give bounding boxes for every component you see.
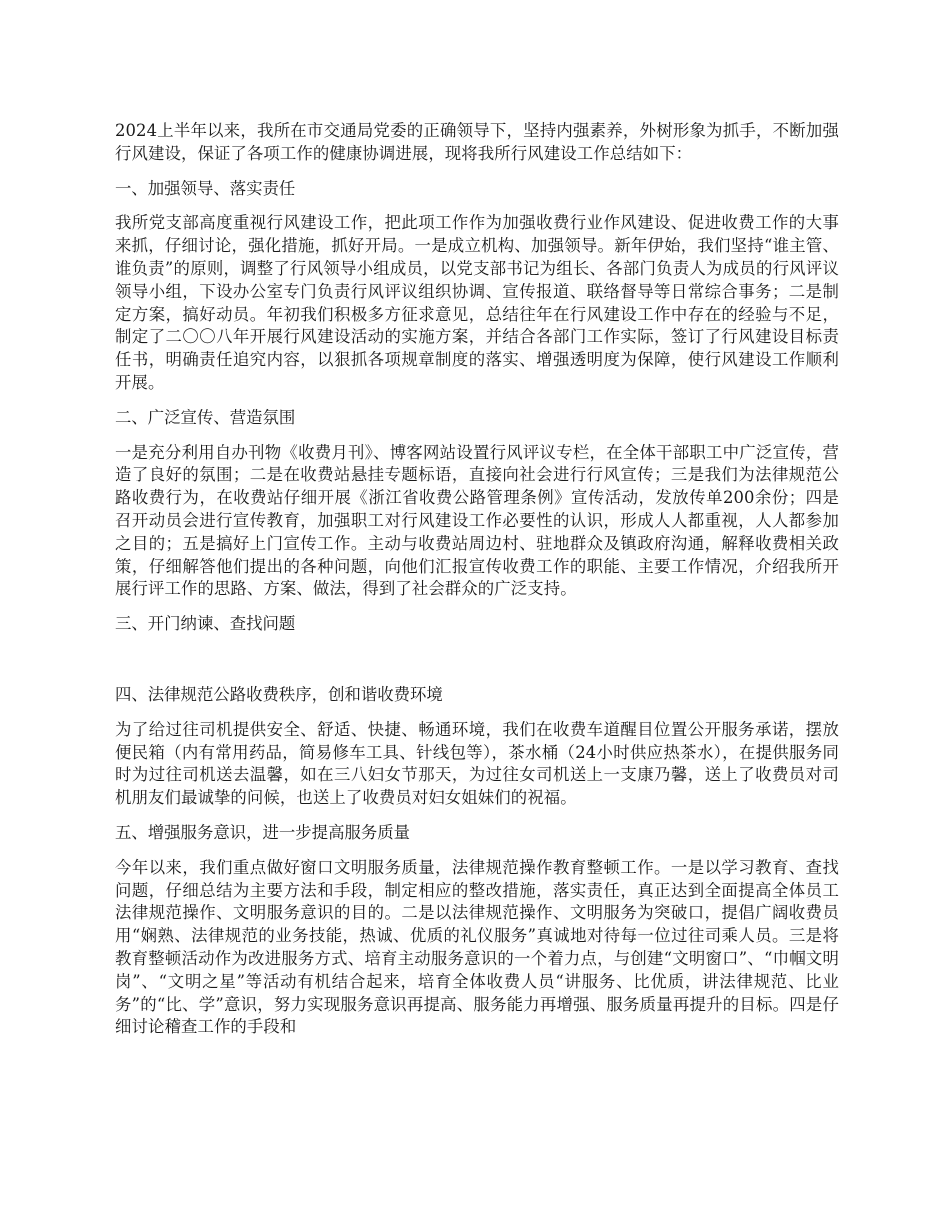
section-4-heading: 四、法律规范公路收费秩序，创和谐收费环境 bbox=[115, 684, 443, 704]
section-3-heading: 三、开门纳谏、查找问题 bbox=[115, 614, 296, 634]
intro-paragraph: 2024上半年以来，我所在市交通局党委的正确领导下，坚持内强素养，外树形象为抓手，不断加强行风建设，保证了各项工作的健康协调进展，现将我所行风建设工作总结如下： bbox=[115, 121, 839, 163]
section-5-heading: 五、增强服务意识，进一步提高服务质量 bbox=[115, 822, 411, 842]
document-page bbox=[115, 120, 839, 1051]
section-1-body: 我所党支部高度重视行风建设工作，把此项工作作为加强收费行业作风建设、促进收费工作的大事来抓，仔细讨论，强化措施，抓好开局。一是成立机构、加强领导。新年伊始，我们坚持“谁主管、谁负责”的原则，调整了行风领导小组成员，以党支部书记为组长、各部门负责人为成员的行风评议领导小组，下设办公室专门负责行风评议组织协调、宣传报道、联络督导等日常综合事务；二是制定方案，搞好动员。年初我们积极多方征求意见，总结往年在行风建设工作中存在的经验与不足，制定了二〇〇八年开展行风建设活动的实施方案，并结合各部门工作实际，签订了行风建设目标责任书，明确责任追究内容，以狠抓各项规章制度的落实、增强透明度为保障，使行风建设工作顺利开展。 bbox=[115, 213, 839, 392]
section-4-body: 为了给过往司机提供安全、舒适、快捷、畅通环境，我们在收费车道醒目位置公开服务承诺，摆放便民箱（内有常用药品，简易修车工具、针线包等），茶水桶（24小时供应热茶水），在提供服务同时为过往司机送去温馨，如在三八妇女节那天，为过往女司机送上一支康乃馨，送上了收费员对司机朋友们最诚挚的问候，也送上了收费员对妇女姐妹们的祝福。 bbox=[115, 719, 839, 808]
section-5-body: 今年以来，我们重点做好窗口文明服务质量，法律规范操作教育整顿工作。一是以学习教育、查找问题，仔细总结为主要方法和手段，制定相应的整改措施，落实责任，真正达到全面提高全体员工法律规范操作、文明服务意识的目的。二是以法律规范操作、文明服务为突破口，提倡广阔收费员用“娴熟、法律规范的业务技能，热诚、优质的礼仪服务”真诚地对待每一位过往司乘人员。三是将教育整顿活动作为改进服务方式、培育主动服务意识的一个着力点，与创建“文明窗口”、“巾帼文明岗”、“文明之星”等活动有机结合起来，培育全体收费人员“讲服务、比优质，讲法律规范、比业务”的“比、学”意识，努力实现服务意识再提高、服务能力再增强、服务质量再提升的目标。四是仔细讨论稽查工作的手段和 bbox=[115, 857, 839, 1037]
section-1-heading: 一、加强领导、落实责任 bbox=[115, 178, 296, 198]
section-2-heading: 二、广泛宣传、营造氛围 bbox=[115, 407, 296, 427]
section-2-body: 一是充分利用自办刊物《收费月刊》、博客网站设置行风评议专栏，在全体干部职工中广泛宣传，营造了良好的氛围；二是在收费站悬挂专题标语，直接向社会进行行风宣传；三是我们为法律规范公路收费行为，在收费站仔细开展《浙江省收费公路管理条例》宣传活动，发放传单200余份；四是召开动员会进行宣传教育，加强职工对行风建设工作必要性的认识，形成人人都重视，人人都参加之目的；五是搞好上门宣传工作。主动与收费站周边村、驻地群众及镇政府沟通，解释收费相关政策，仔细解答他们提出的各种问题，向他们汇报宣传收费工作的职能、主要工作情况，介绍我所开展行评工作的思路、方案、做法，得到了社会群众的广泛支持。 bbox=[115, 442, 839, 599]
